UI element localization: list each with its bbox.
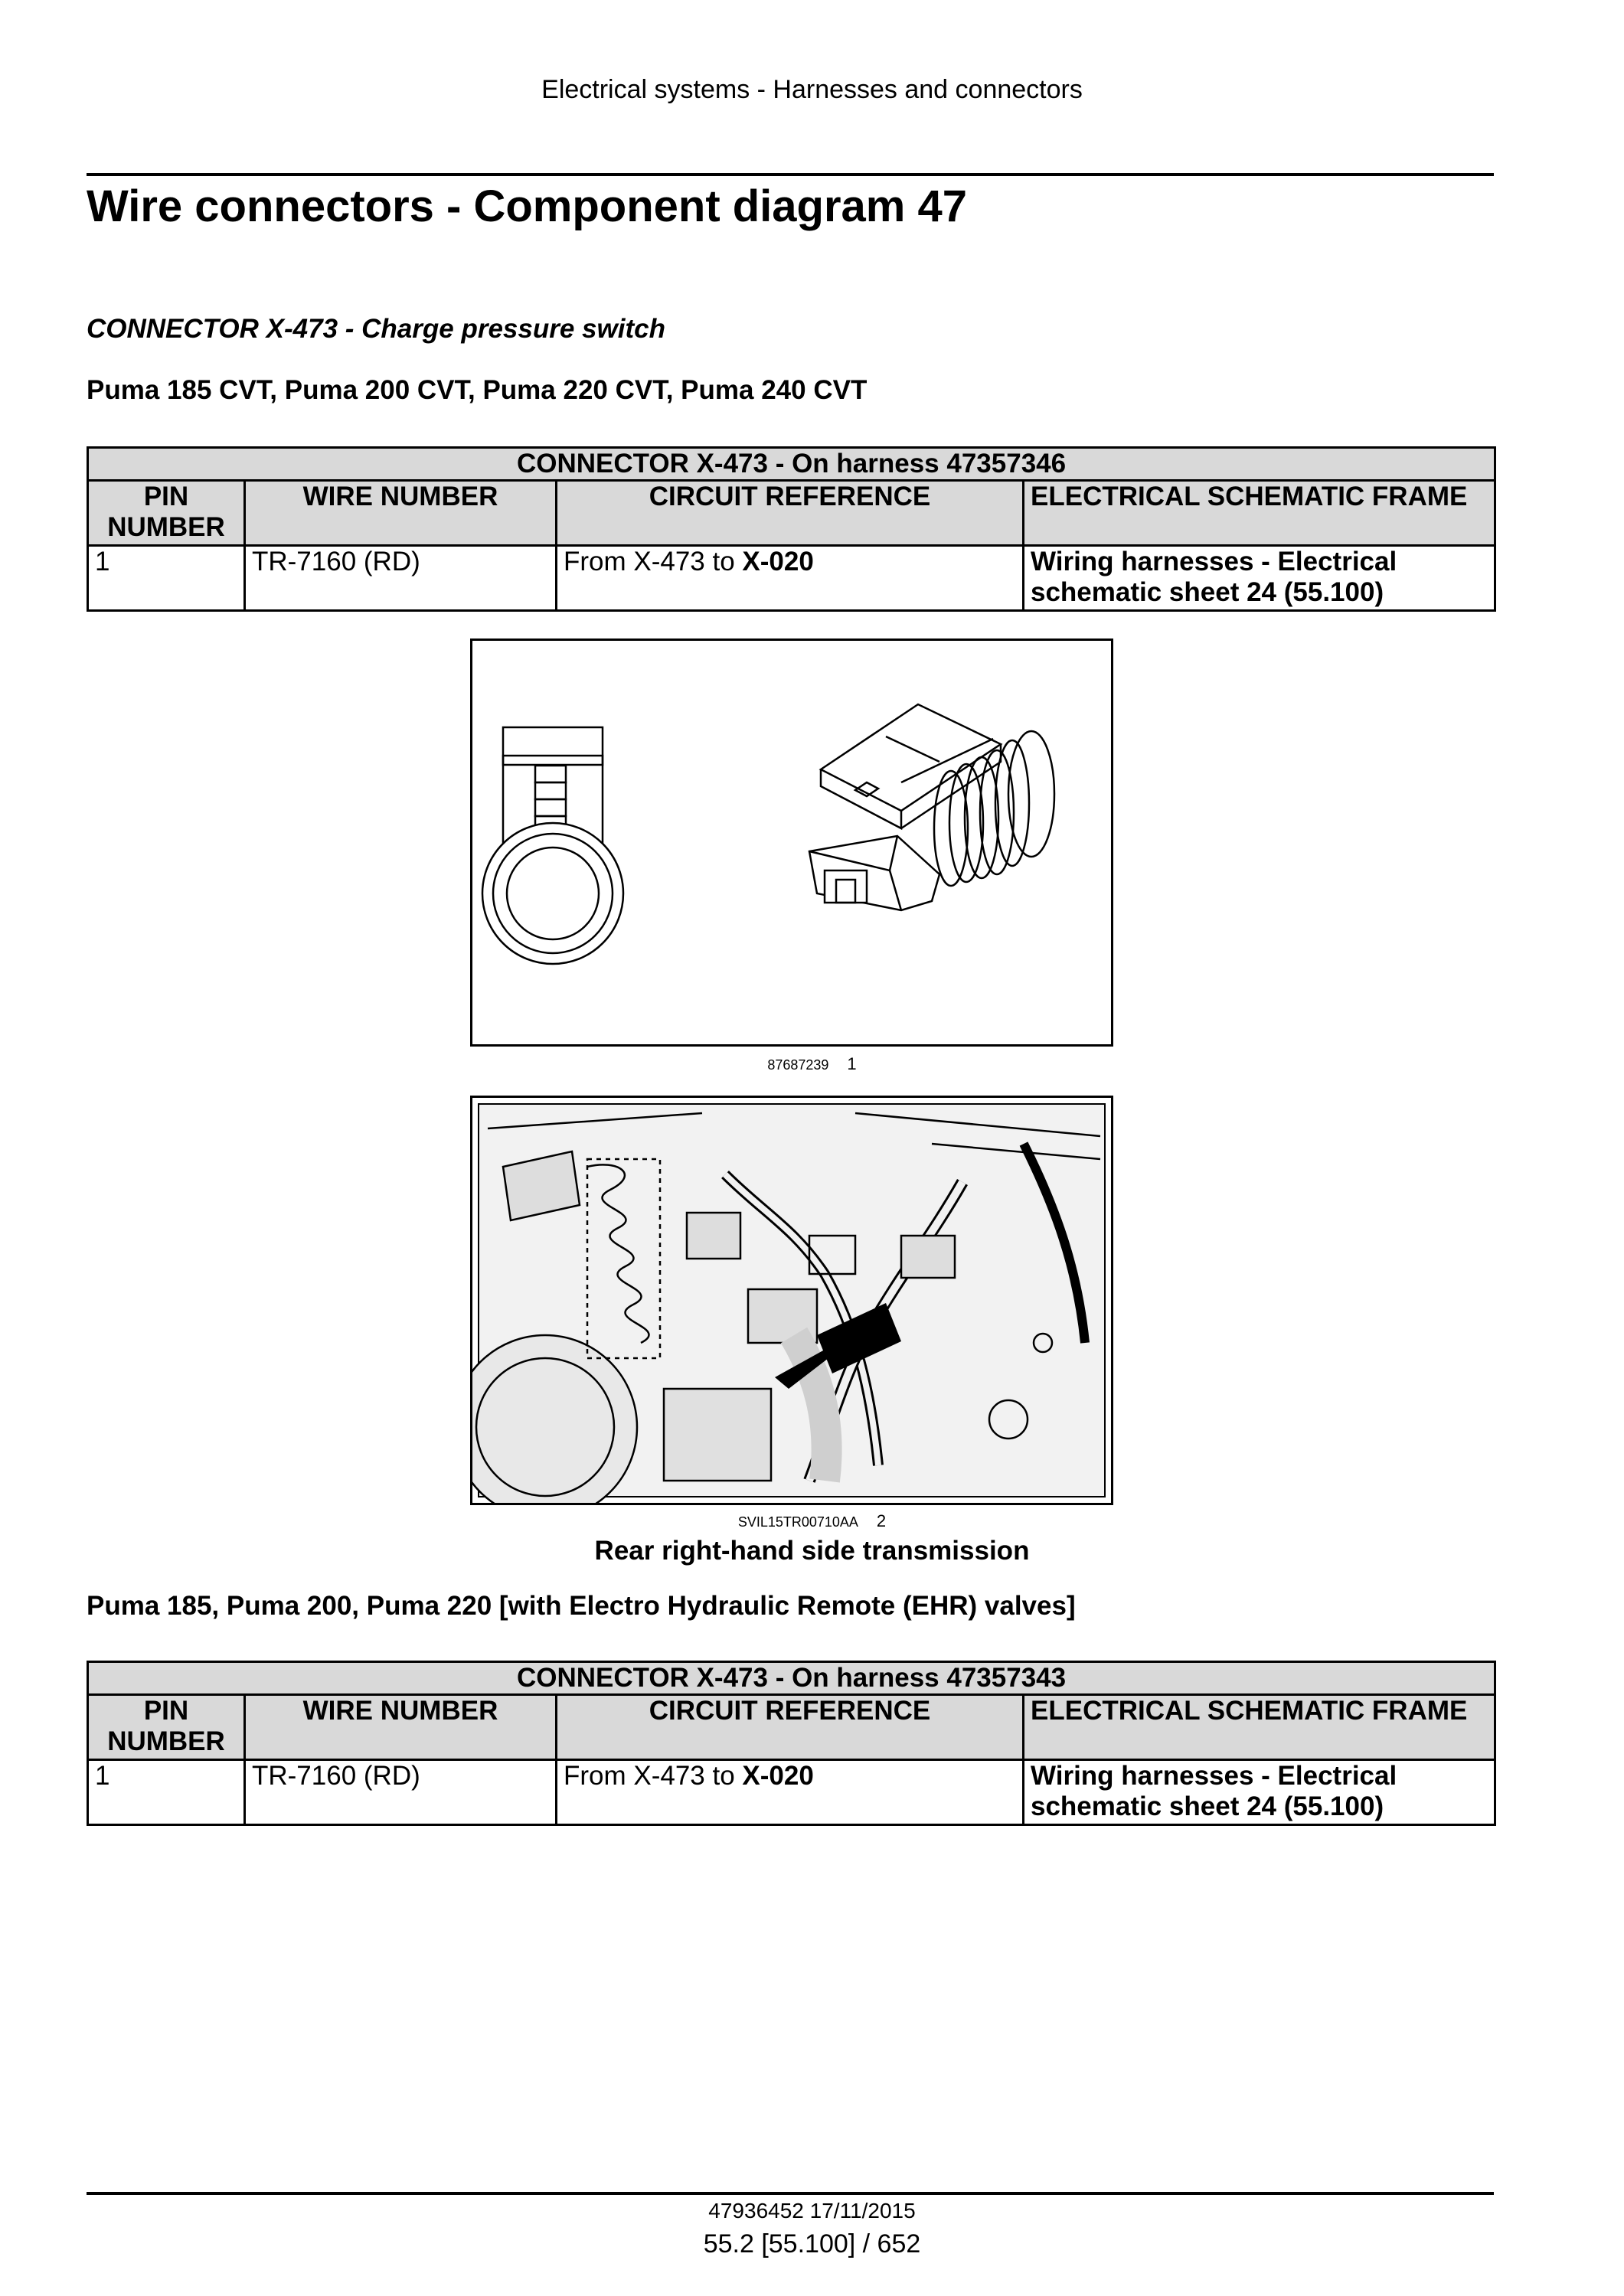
page-title: Wire connectors - Component diagram 47 [87, 181, 968, 231]
table-caption: CONNECTOR X-473 - On harness 47357343 [88, 1662, 1495, 1695]
connector-drawing [472, 641, 1111, 1044]
cell-circuit [557, 546, 1024, 611]
location-photo-figure [470, 1096, 1113, 1505]
col-header-frame: ELECTRICAL SCHEMATIC FRAME [1024, 481, 1495, 546]
circuit-target: X-020 [742, 547, 814, 576]
table-row [88, 546, 1495, 611]
figure-number: 2 [876, 1511, 887, 1530]
col-header-circuit: CIRCUIT REFERENCE [557, 1695, 1024, 1760]
header-rule [87, 173, 1494, 176]
circuit-target: X-020 [742, 1761, 814, 1791]
connector-table-2 [87, 1661, 1496, 1826]
col-header-frame: ELECTRICAL SCHEMATIC FRAME [1024, 1695, 1495, 1760]
col-header-circuit: CIRCUIT REFERENCE [557, 481, 1024, 546]
col-header-wire: WIRE NUMBER [245, 481, 557, 546]
figure-1-caption [0, 1054, 1624, 1074]
circuit-prefix: From X-473 to [564, 547, 743, 576]
circuit-prefix: From X-473 to [564, 1761, 743, 1791]
cell-pin: 1 [88, 1760, 245, 1825]
footer-doc-id: 47936452 17/11/2015 [708, 2199, 916, 2223]
running-header: Electrical systems - Harnesses and connectors [541, 75, 1083, 104]
col-header-wire: WIRE NUMBER [245, 1695, 557, 1760]
connector-subtitle: CONNECTOR X-473 - Charge pressure switch [87, 314, 665, 344]
model-heading-2: Puma 185, Puma 200, Puma 220 [with Electro Hydraulic Remote (EHR) valves] [87, 1591, 1076, 1621]
figure-ref: 87687239 [767, 1057, 829, 1073]
figure-2-title: Rear right-hand side transmission [594, 1536, 1030, 1566]
table-caption: CONNECTOR X-473 - On harness 47357346 [88, 448, 1495, 481]
cell-frame: Wiring harnesses - Electrical schematic sheet 24 (55.100) [1024, 546, 1495, 611]
cell-pin: 1 [88, 546, 245, 611]
footer-rule [87, 2192, 1494, 2195]
figure-ref: SVIL15TR00710AA [737, 1514, 858, 1530]
col-header-pin: PIN NUMBER [88, 481, 245, 546]
footer-page-number: 55.2 [55.100] / 652 [703, 2229, 921, 2258]
figure-number: 1 [847, 1054, 857, 1073]
table-row [88, 1760, 1495, 1825]
cell-wire: TR-7160 (RD) [245, 1760, 557, 1825]
connector-drawing-figure [470, 639, 1113, 1047]
model-heading-1: Puma 185 CVT, Puma 200 CVT, Puma 220 CVT, Puma 240 CVT [87, 375, 868, 405]
cell-circuit [557, 1760, 1024, 1825]
connector-table-1 [87, 446, 1496, 612]
cell-wire: TR-7160 (RD) [245, 546, 557, 611]
col-header-pin: PIN NUMBER [88, 1695, 245, 1760]
figure-2-caption [0, 1511, 1624, 1531]
cell-frame: Wiring harnesses - Electrical schematic sheet 24 (55.100) [1024, 1760, 1495, 1825]
location-photo [472, 1098, 1111, 1503]
